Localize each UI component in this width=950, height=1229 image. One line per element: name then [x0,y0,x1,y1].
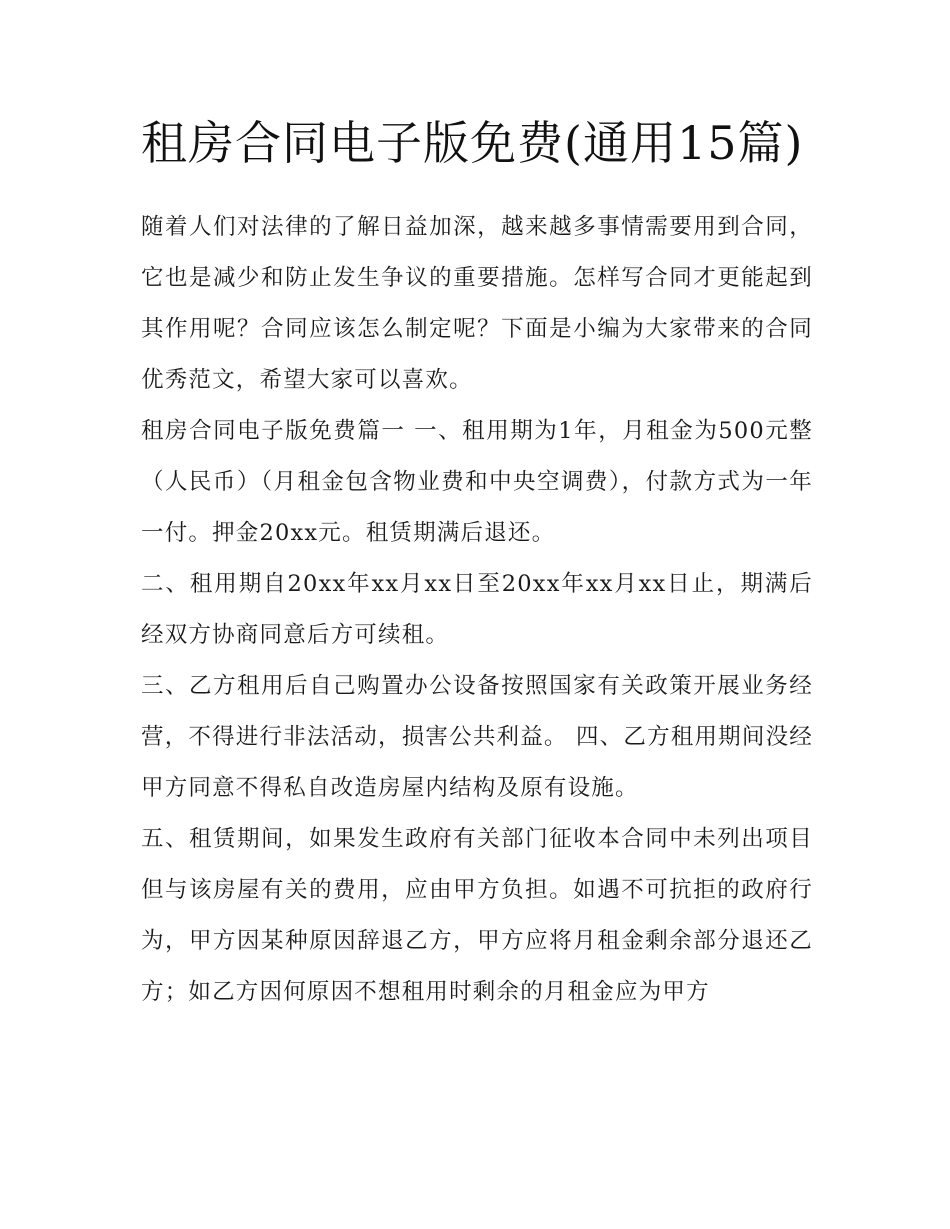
clause-three-four-paragraph: 三、乙方租用后自己购置办公设备按照国家有关政策开展业务经营，不得进行非法活动，损害公共利益。 四、乙方租用期间没经甲方同意不得私自改造房屋内结构及原有设施。 [141,673,813,801]
clause-five-paragraph: 五、租赁期间，如果发生政府有关部门征收本合同中未列出项目但与该房屋有关的费用，应由甲方负担。如遇不可抗拒的政府行为，甲方因某种原因辞退乙方，甲方应将月租金剩余部分退还乙方；如乙方因何原因不想租用时剩余的月租金应为甲方 [141,826,813,1005]
document-body [141,112,813,1018]
clause-one-paragraph: 租房合同电子版免费篇一 一、租用期为1年，月租金为500元整（人民币）（月租金包含物业费和中央空调费），付款方式为一年一付。押金20xx元。租赁期满后退还。 [141,418,813,546]
clause-two-paragraph: 二、租用期自20xx年xx月xx日至20xx年xx月xx日止，期满后经双方协商同意后方可续租。 [141,571,813,648]
document-title: 租房合同电子版免费(通用15篇) [141,116,804,170]
intro-paragraph: 随着人们对法律的了解日益加深，越来越多事情需要用到合同，它也是减少和防止发生争议的重要措施。怎样写合同才更能起到其作用呢？合同应该怎么制定呢？下面是小编为大家带来的合同优秀范文，希望大家可以喜欢。 [141,214,813,393]
